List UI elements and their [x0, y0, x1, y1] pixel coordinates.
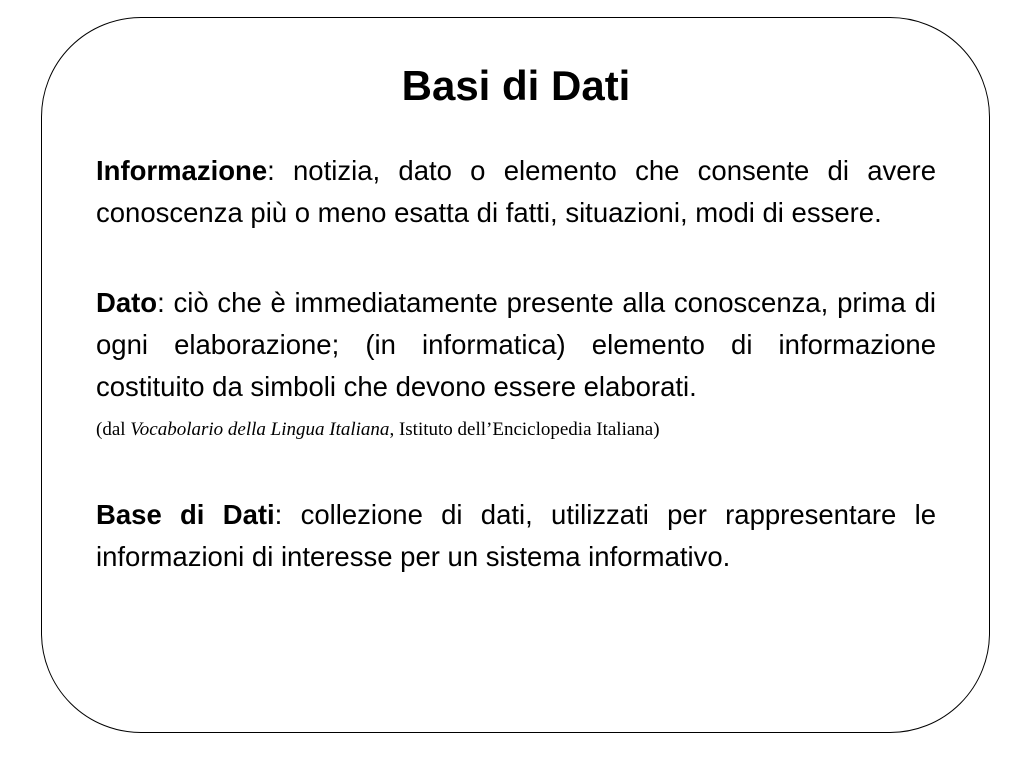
- slide-title: Basi di Dati: [401, 62, 631, 109]
- definition-term: Informazione: [96, 155, 268, 186]
- definition-informazione: [96, 150, 936, 234]
- definition-text: : collezione di dati, utilizzati per rappresentare le informazioni di interesse per un sistema informativo.: [96, 499, 937, 572]
- definition-term: Base di Dati: [96, 499, 275, 530]
- definition-text: : ciò che è immediatamente presente alla conoscenza, prima di ogni elaborazione; (in informatica) elemento di informazione costituito da simboli che devono essere elaborati.: [96, 287, 936, 402]
- definition-text: : notizia, dato o elemento che consente di avere conoscenza più o meno esatta di fatti, situazioni, modi di essere.: [96, 155, 936, 228]
- citation-prefix: (dal: [96, 419, 131, 440]
- definition-dato: [96, 282, 936, 408]
- citation-book-title: Vocabolario della Lingua Italiana: [130, 419, 390, 440]
- definition-base-di-dati: [96, 494, 936, 578]
- citation-suffix: , Istituto dell’Enciclopedia Italiana): [389, 419, 660, 440]
- definition-term: Dato: [96, 287, 158, 318]
- source-citation: [96, 414, 936, 446]
- slide-content: [96, 150, 936, 578]
